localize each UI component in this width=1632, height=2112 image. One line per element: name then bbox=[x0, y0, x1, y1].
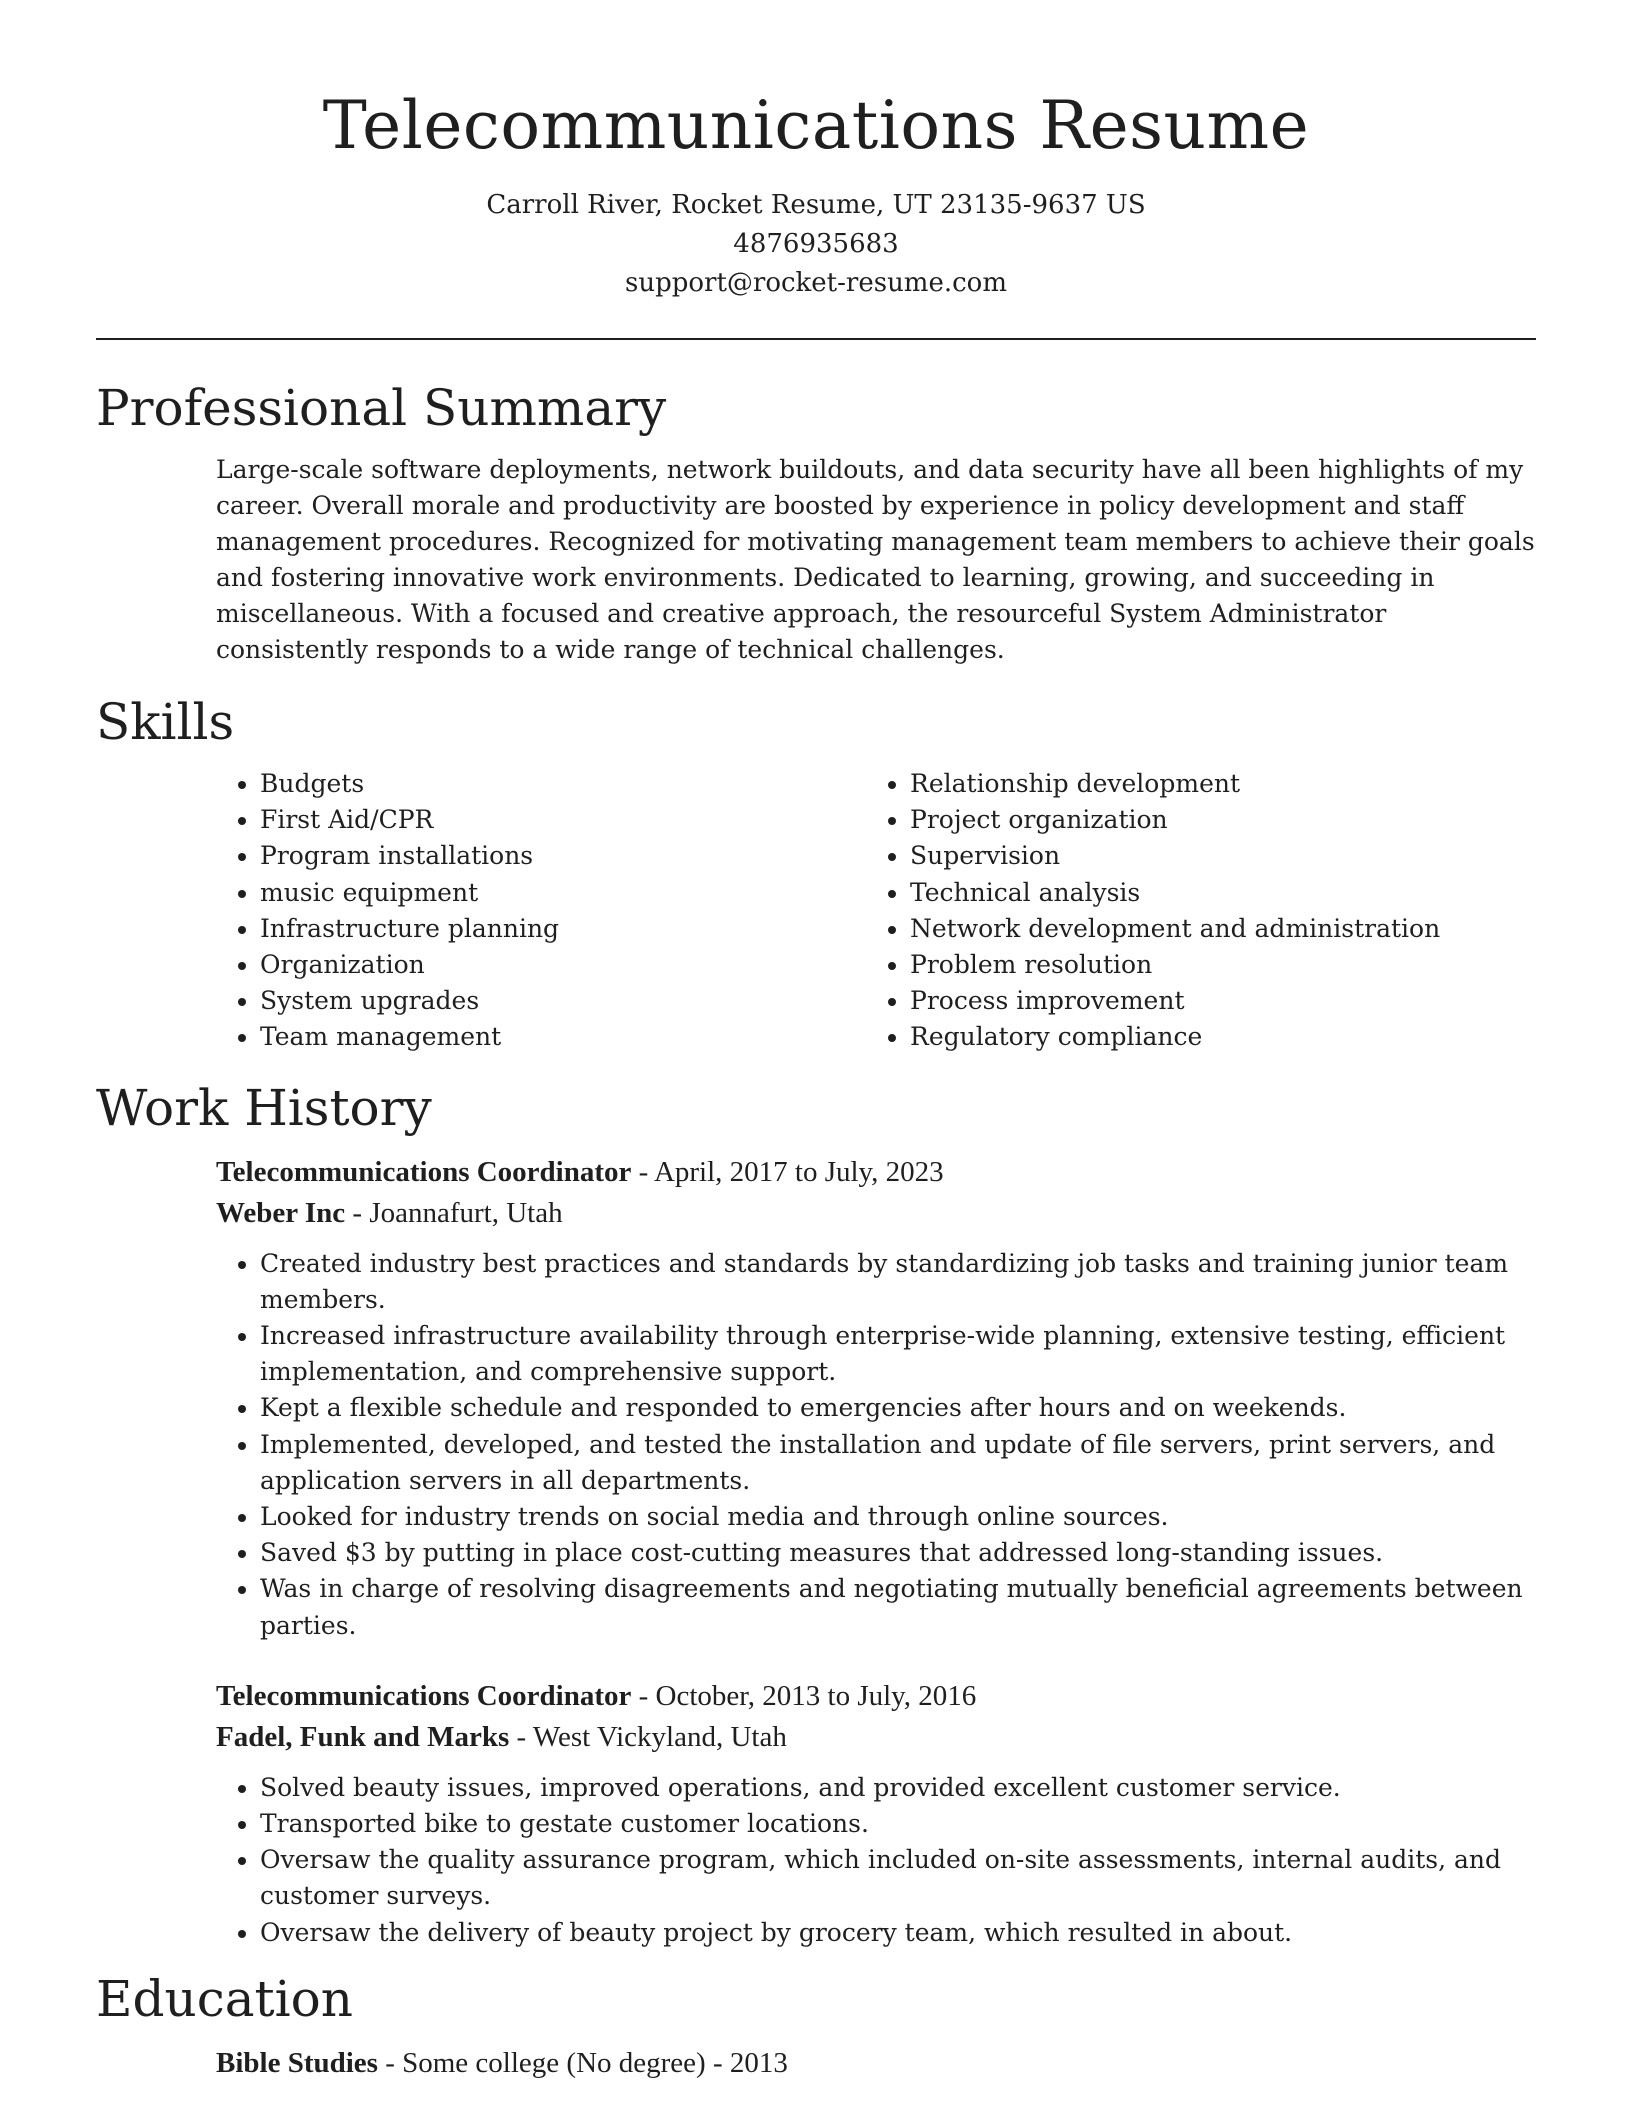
job-bullet: • Transported bike to gestate customer locations. bbox=[260, 1806, 1536, 1842]
job-bullet: • Created industry best practices and standards by standardizing job tasks and training junior team members. bbox=[260, 1246, 1536, 1318]
skill-item: • System upgrades bbox=[260, 983, 866, 1019]
job-entry bbox=[216, 1676, 1536, 1951]
job-bullet: • Was in charge of resolving disagreements and negotiating mutually beneficial agreements between parties. bbox=[260, 1571, 1536, 1643]
skills-column-right bbox=[866, 766, 1516, 1056]
job-bullet: • Solved beauty issues, improved operations, and provided excellent customer service. bbox=[260, 1770, 1536, 1806]
header-divider bbox=[96, 338, 1536, 340]
job-bullet: • Implemented, developed, and tested the installation and update of file servers, print servers, and application servers in all departments. bbox=[260, 1427, 1536, 1499]
job-title-line bbox=[216, 1676, 1536, 1717]
job-bullet: • Saved $3 by putting in place cost-cutting measures that addressed long-standing issues. bbox=[260, 1535, 1536, 1571]
skills-column-left bbox=[216, 766, 866, 1056]
skill-item: • Relationship development bbox=[910, 766, 1516, 802]
education-heading: Education bbox=[96, 1969, 353, 2028]
resume-title: Telecommunications Resume bbox=[322, 87, 1310, 164]
job-dates: - April, 2017 to July, 2023 bbox=[631, 1155, 944, 1188]
skill-item: • Regulatory compliance bbox=[910, 1019, 1516, 1055]
skill-item: • First Aid/CPR bbox=[260, 802, 866, 838]
job-location: - Joannafurt, Utah bbox=[345, 1196, 563, 1229]
job-company-line bbox=[216, 1717, 1536, 1758]
resume-page bbox=[96, 0, 1536, 2084]
skill-item: • Organization bbox=[260, 947, 866, 983]
job-company-line bbox=[216, 1193, 1536, 1234]
job-bullet: • Oversaw the quality assurance program, which included on-site assessments, internal audits, and customer surveys. bbox=[260, 1842, 1536, 1914]
summary-section bbox=[216, 452, 1536, 668]
job-bullet: • Increased infrastructure availability through enterprise-wide planning, extensive testing, efficient implementation, and comprehensive support. bbox=[260, 1318, 1536, 1390]
summary-heading: Professional Summary bbox=[96, 379, 667, 437]
job-bullets bbox=[216, 1246, 1536, 1644]
education-entry bbox=[216, 2043, 1536, 2084]
skills-heading: Skills bbox=[96, 693, 235, 751]
skill-item: • Process improvement bbox=[910, 983, 1516, 1019]
job-entry bbox=[216, 1152, 1536, 1644]
contact-phone: 4876935683 bbox=[733, 229, 899, 259]
contact-info bbox=[96, 186, 1536, 303]
skill-item: • Team management bbox=[260, 1019, 866, 1055]
job-company: Weber Inc bbox=[216, 1196, 346, 1229]
work-history-heading: Work History bbox=[96, 1078, 432, 1137]
job-dates: - October, 2013 to July, 2016 bbox=[631, 1679, 977, 1712]
skill-item: • Supervision bbox=[910, 838, 1516, 874]
skill-item: • Program installations bbox=[260, 838, 866, 874]
summary-text: Large-scale software deployments, network buildouts, and data security have all been highlights of my career. Overall morale and productivity are boosted by experience in policy development and staff management procedures. Recognized for motivating management team members to achieve their goals and fostering innovative work environments. Dedicated to learning, growing, and succeeding in miscellaneous. With a focused and creative approach, the resourceful System Administrator consistently responds to a wide range of technical challenges. bbox=[216, 455, 1535, 664]
skill-item: • Problem resolution bbox=[910, 947, 1516, 983]
education-details: - Some college (No degree) - 2013 bbox=[377, 2046, 788, 2079]
skill-item: • Technical analysis bbox=[910, 875, 1516, 911]
education-field: Bible Studies bbox=[216, 2046, 378, 2079]
skill-item: • Infrastructure planning bbox=[260, 911, 866, 947]
skill-item: • Budgets bbox=[260, 766, 866, 802]
job-bullet: • Kept a flexible schedule and responded to emergencies after hours and on weekends. bbox=[260, 1390, 1536, 1426]
job-title-line bbox=[216, 1152, 1536, 1193]
job-title: Telecommunications Coordinator bbox=[216, 1155, 632, 1188]
education-line bbox=[216, 2043, 1536, 2084]
contact-email: support@rocket-resume.com bbox=[624, 268, 1007, 298]
job-title: Telecommunications Coordinator bbox=[216, 1679, 632, 1712]
job-location: - West Vickyland, Utah bbox=[509, 1720, 787, 1753]
job-company: Fadel, Funk and Marks bbox=[216, 1720, 510, 1753]
job-bullets bbox=[216, 1770, 1536, 1951]
skill-item: • music equipment bbox=[260, 875, 866, 911]
job-bullet: • Looked for industry trends on social media and through online sources. bbox=[260, 1499, 1536, 1535]
skill-item: • Network development and administration bbox=[910, 911, 1516, 947]
job-bullet: • Oversaw the delivery of beauty project by grocery team, which resulted in about. bbox=[260, 1915, 1536, 1951]
contact-address: Carroll River, Rocket Resume, UT 23135-9637 US bbox=[486, 190, 1146, 220]
skill-item: • Project organization bbox=[910, 802, 1516, 838]
skills-list bbox=[216, 766, 1536, 1056]
